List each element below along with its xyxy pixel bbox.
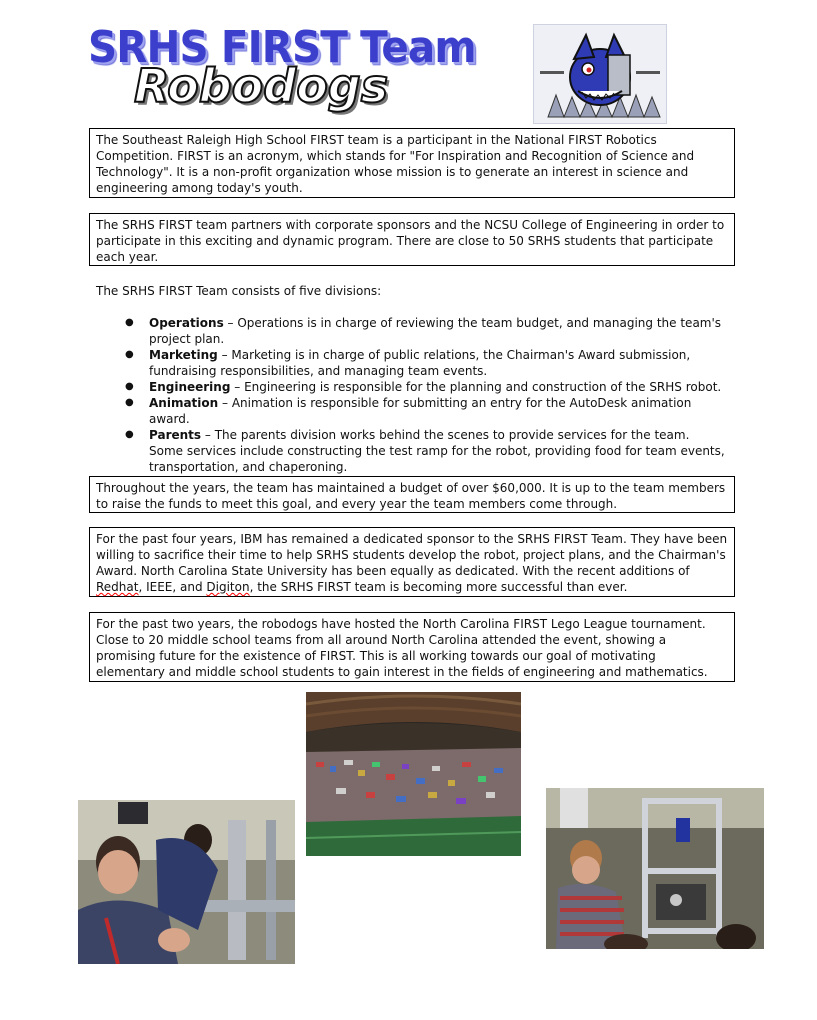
division-name: Parents [149, 428, 202, 442]
list-item [125, 347, 725, 379]
page-title: SRHS FIRST Team [88, 22, 476, 73]
bullet-icon: ● [125, 397, 134, 408]
sponsors-paragraph [89, 527, 735, 597]
sponsors-text-c: , the SRHS FIRST team is becoming more successful than ever. [249, 580, 628, 594]
partners-paragraph [89, 213, 735, 266]
division-description: – Marketing is in charge of public relations, the Chairman's Award submission, fundraising responsibilities, and managing team events. [149, 348, 691, 378]
lego-paragraph [89, 612, 735, 682]
list-item [125, 427, 725, 475]
division-name: Engineering [149, 380, 231, 394]
list-item [125, 379, 725, 395]
partners-text: The SRHS FIRST team partners with corporate sponsors and the NCSU College of Engineering in order to participate in this exciting and dynamic program. There are close to 50 SRHS students that participate each year. [96, 218, 725, 264]
budget-text: Throughout the years, the team has maintained a budget of over $60,000. It is up to the team members to raise the funds to meet this goal, and every year the team members come through. [96, 481, 726, 511]
lego-text: For the past two years, the robodogs have hosted the North Carolina FIRST Lego League tournament. Close to 20 middle school teams from all around North Carolina attended the event, showing a promising future for the existence of FIRST. This is all working towards our goal of motivating elementary and middle school students to gain interest in the fields of engineering and mathematics. [96, 617, 708, 679]
sponsors-text-a: For the past four years, IBM has remained a dedicated sponsor to the SRHS FIRST Team. They have been willing to sacrifice their time to help SRHS students develop the robot, project plans, and the Chairman's Award. North Carolina State University has been equally as dedicated. With the recent additions of [96, 532, 728, 578]
page-subtitle: Robodogs [134, 59, 389, 113]
division-name: Marketing [149, 348, 218, 362]
list-item [125, 315, 725, 347]
bullet-icon: ● [125, 317, 134, 328]
budget-paragraph [89, 476, 735, 513]
mascot-logo [533, 24, 667, 124]
division-name: Operations [149, 316, 224, 330]
sponsor-digiton: Digiton [206, 580, 250, 594]
bullet-icon: ● [125, 429, 134, 440]
division-description: – Animation is responsible for submitting an entry for the AutoDesk animation award. [149, 396, 692, 426]
bullet-icon: ● [125, 381, 134, 392]
division-name: Animation [149, 396, 219, 410]
division-description: – The parents division works behind the scenes to provide services for the team. Some services include constructing the test ramp for the robot, providing food for team events, transportation, and chaperoning. [149, 428, 725, 474]
robot-photo-right [546, 788, 764, 949]
sponsor-redhat: Redhat [96, 580, 139, 594]
sponsors-text-b: , IEEE, and [138, 580, 207, 594]
bullet-icon: ● [125, 349, 134, 360]
list-item [125, 395, 725, 427]
arena-photo [306, 692, 521, 856]
divisions-list [125, 315, 725, 475]
intro-text: The Southeast Raleigh High School FIRST team is a participant in the National FIRST Robotics Competition. FIRST is an acronym, which stands for "For Inspiration and Recognition of Science and Technology". It is a non-profit organization whose mission is to generate an interest in science and engineering among today's youth. [96, 133, 695, 195]
division-description: – Operations is in charge of reviewing the team budget, and managing the team's project plan. [149, 316, 722, 346]
divisions-heading: The SRHS FIRST Team consists of five divisions: [96, 284, 382, 298]
workshop-photo-left [78, 800, 295, 964]
division-description: – Engineering is responsible for the planning and construction of the SRHS robot. [230, 380, 722, 394]
intro-paragraph [89, 128, 735, 198]
